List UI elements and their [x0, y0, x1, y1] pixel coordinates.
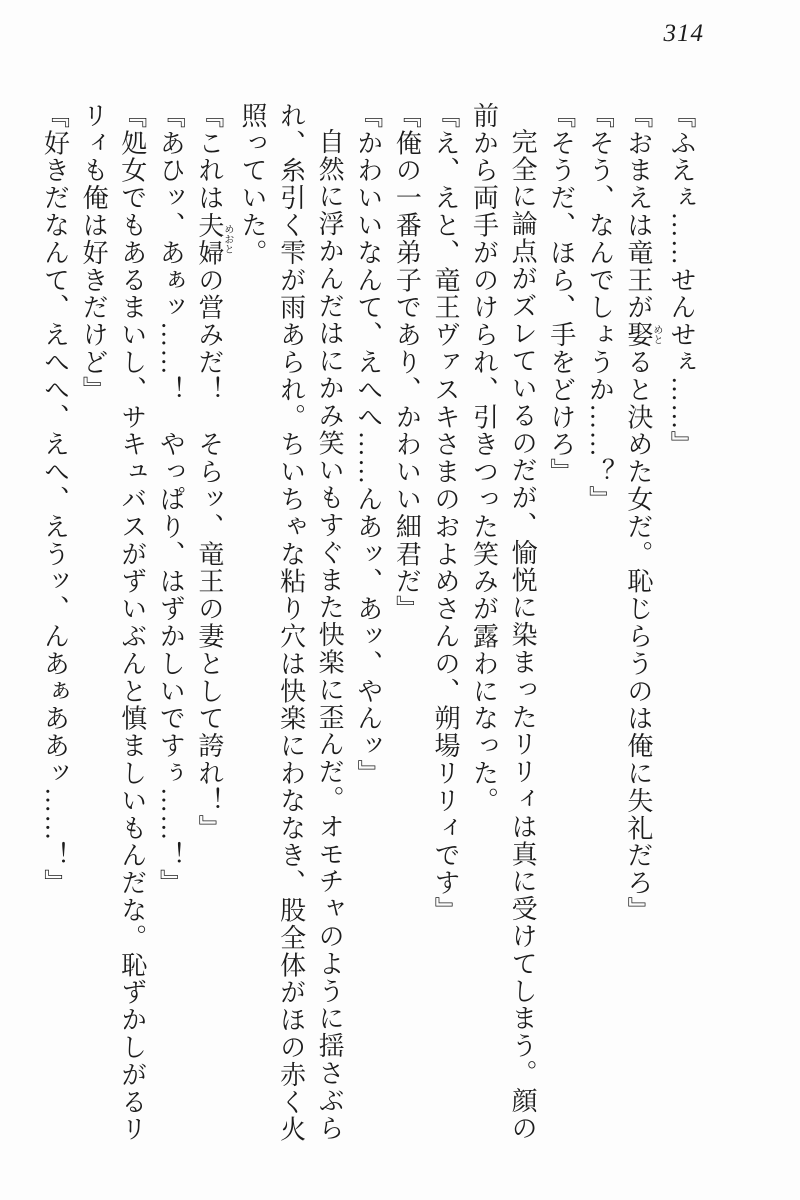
text-line: 『あひッ、あぁッ……！ やっぱり、はずかしいですぅ……！』 [156, 102, 186, 897]
text-line: 『おまえは竜王が娶めとると決めた女だ。恥じらうのは俺に失礼だろ』 [623, 102, 662, 925]
text-line: リィも俺は好きだけど』 [79, 102, 109, 404]
text-line: 『好きだなんて、えへへ、えへ、えうッ、んあぁああッ……！』 [40, 102, 70, 897]
text-line: れ、糸引く雫が雨あられ。ちいちゃな粘り穴は快楽にわななき、股全体がほの赤く火 [276, 102, 306, 1144]
text-line: 完全に論点がズレているのだが、愉悦に染まったリリィは真に受けてしまう。顔の [508, 128, 538, 1142]
text-line: 『処女でもあるまいし、サキュバスがずいぶんと慎ましいもんだな。恥ずかしがるリ [117, 102, 147, 1144]
ruby-annotated-word: 夫婦めおと [194, 211, 233, 267]
text-line: 自然に浮かんだはにかみ笑いもすぐまた快楽に歪んだ。オモチャのように揺さぶら [315, 128, 345, 1142]
text-line: 『俺の一番弟子であり、かわいい細君だ』 [392, 102, 422, 623]
text-line: 『そうだ、ほら、手をどけろ』 [546, 102, 576, 486]
text-line: 『え、えと、竜王ヴァスキさまのおよめさんの、朔場リリィです』 [430, 102, 460, 924]
text-line: 前から両手がのけられ、引きつった笑みが露わになった。 [469, 102, 499, 815]
text-line: 『そう、なんでしょうか……？』 [585, 102, 615, 513]
page-number: 314 [663, 20, 704, 47]
text-line: 照っていた。 [237, 102, 267, 267]
text-line: 『これは夫婦めおとの営みだ！ そらッ、竜王の妻として誇れ！』 [194, 102, 233, 842]
text-area [42, 102, 700, 1164]
text-line: 『かわいいなんて、えへへ……んあッ、あッ、やんッ』 [353, 102, 383, 787]
text-line: 『ふえぇ……せんせぇ……』 [667, 102, 696, 459]
ruby-annotated-word: 娶めと [623, 321, 662, 349]
